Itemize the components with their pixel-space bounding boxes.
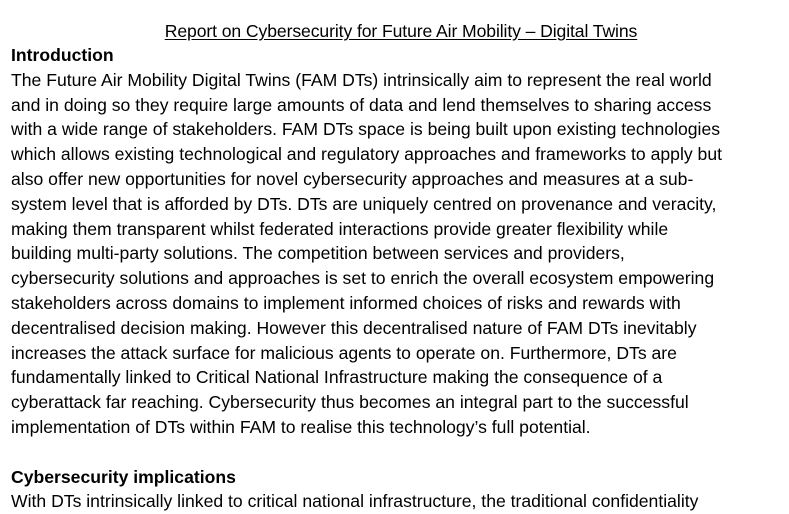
blank-line [11,440,783,465]
document-page [11,0,783,514]
section-cybersecurity-implications [11,465,783,514]
section-heading: Cybersecurity implications [11,466,236,487]
paragraph-line: fundamentally linked to Critical National Infrastructure making the consequence of a [11,367,663,388]
paragraph-line: cyberattack far reaching. Cybersecurity thus becomes an integral part to the successful [11,392,689,413]
paragraph-line: The Future Air Mobility Digital Twins (FAM DTs) intrinsically aim to represent the real world [11,69,712,90]
paragraph-line: with a wide range of stakeholders. FAM DTs space is being built upon existing technologies [11,119,721,140]
paragraph-line: With DTs intrinsically linked to critical national infrastructure, the traditional confidentiality [11,491,699,512]
implications-paragraph [11,489,783,514]
paragraph-line: also offer new opportunities for novel cybersecurity approaches and measures at a sub- [11,168,694,189]
paragraph-line: which allows existing technological and regulatory approaches and frameworks to apply but [11,144,722,165]
section-heading: Introduction [11,45,114,65]
paragraph-line: and in doing so they require large amounts of data and lend themselves to sharing access [11,94,712,115]
paragraph-line: cybersecurity solutions and approaches is set to enrich the overall ecosystem empowering [11,268,715,289]
document-title: Report on Cybersecurity for Future Air Mobility – Digital Twins [164,21,638,41]
introduction-paragraph [11,68,783,440]
paragraph-line: stakeholders across domains to implement informed choices of risks and rewards with [11,292,681,313]
paragraph-line: making them transparent whilst federated interactions provide greater flexibility while [11,218,669,239]
paragraph-line: decentralised decision making. However this decentralised nature of FAM DTs inevitably [11,317,697,338]
paragraph-line: system level that is afforded by DTs. DTs are uniquely centred on provenance and veracity, [11,193,717,214]
paragraph-line: building multi-party solutions. The competition between services and providers, [11,243,625,264]
paragraph-line: implementation of DTs within FAM to realise this technology’s full potential. [11,416,591,437]
section-introduction [11,43,783,440]
paragraph-line: increases the attack surface for malicious agents to operate on. Furthermore, DTs are [11,342,677,363]
